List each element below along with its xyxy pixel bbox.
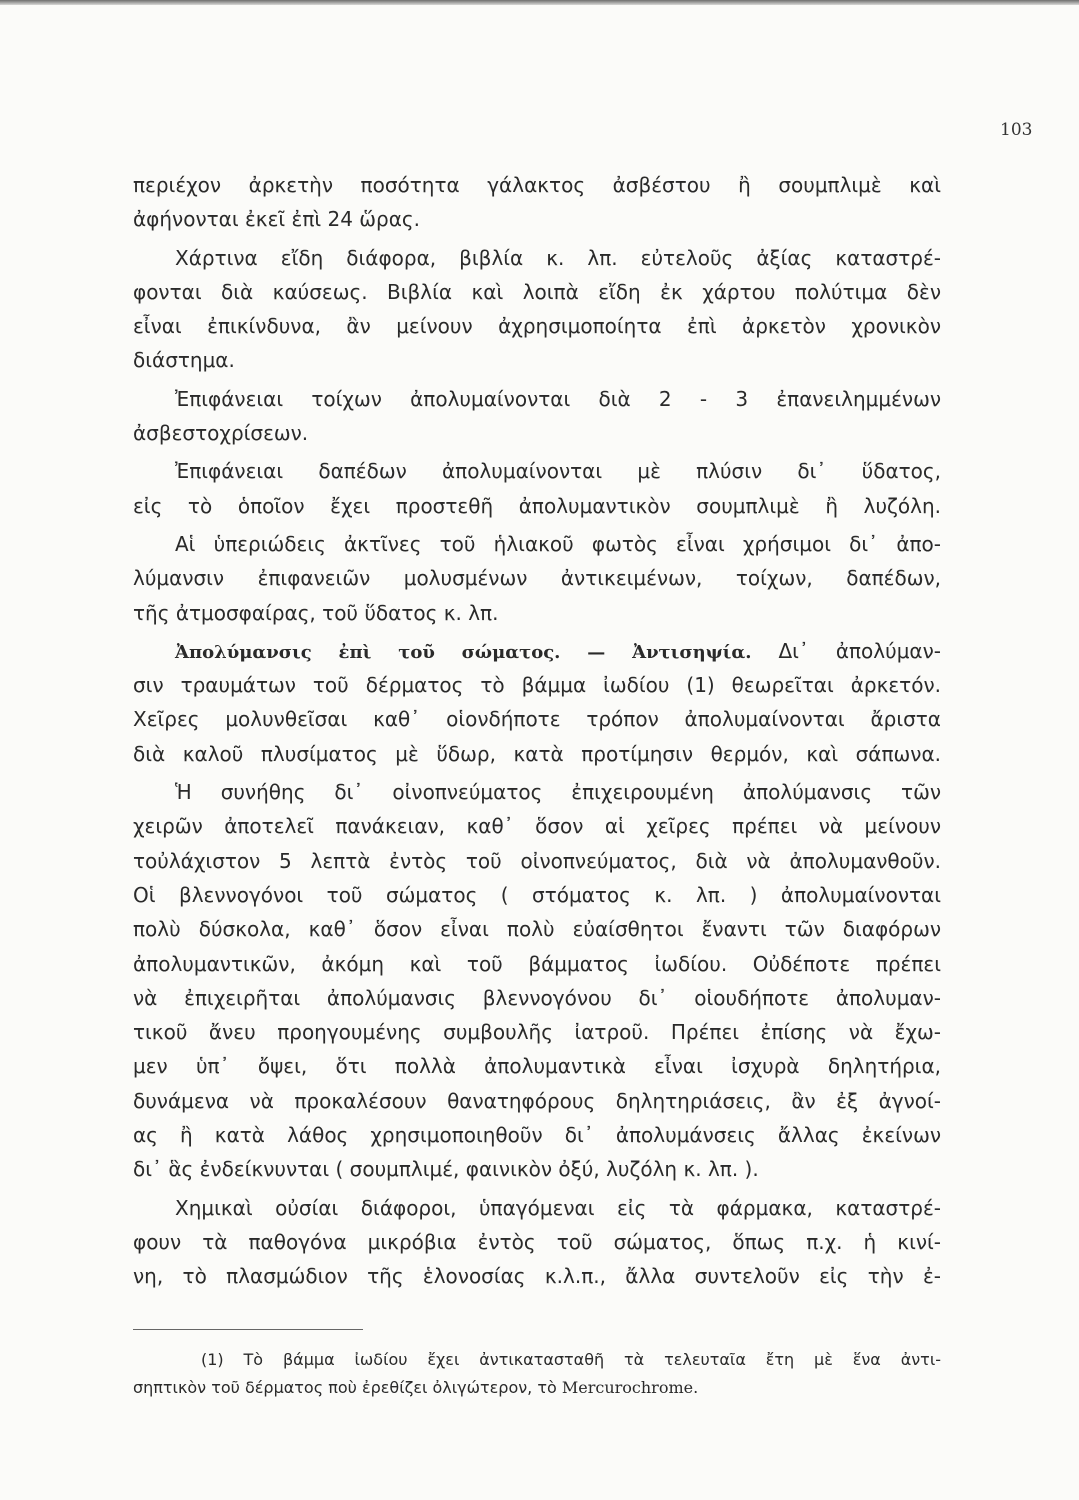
text-line: διάστημα. — [133, 348, 235, 373]
text-line: λύμανσιν ἐπιφανειῶν μολυσμένων ἀντικειμένων, τοίχων, δαπέδων, — [133, 566, 941, 591]
text-span: Δι᾿ ἀπολύμαν- — [778, 638, 941, 663]
text-line: δι᾿ ἃς ἐνδείκνυνται ( σουμπλιμέ, φαινικὸν ὀξύ, λυζόλη κ. λπ. ). — [133, 1157, 759, 1182]
text-line: Χάρτινα εἴδη διάφορα, βιβλία κ. λπ. εὐτελοῦς ἀξίας καταστρέ- — [175, 245, 941, 270]
text-line: ἀσβεστοχρίσεων. — [133, 421, 309, 446]
footnote-line: (1) Τὸ βάμμα ἰωδίου ἔχει ἀντικατασταθῆ τὰ τελευταῖα ἔτη μὲ ἕνα ἀντι- — [201, 1350, 941, 1369]
text-line: Ἐπιφάνειαι δαπέδων ἀπολυμαίνονται μὲ πλύσιν δι᾿ ὕδατος, — [175, 459, 941, 484]
text-line: φουν τὰ παθογόνα μικρόβια ἐντὸς τοῦ σώματος, ὅπως π.χ. ἡ κινί- — [133, 1229, 941, 1254]
text-line: Χημικαὶ οὐσίαι διάφοροι, ὑπαγόμεναι εἰς τὰ φάρμακα, καταστρέ- — [175, 1195, 941, 1220]
footnote-latin-term: Mercurochrome. — [561, 1378, 699, 1397]
text-line: Χεῖρες μολυνθεῖσαι καθ᾿ οἱονδήποτε τρόπον ἀπολυμαίνονται ἄριστα — [133, 707, 941, 732]
text-line: εἶναι ἐπικίνδυνα, ἂν μείνουν ἀχρησιμοποίητα ἐπὶ ἀρκετὸν χρονικὸν — [133, 314, 941, 339]
text-line: μεν ὑπ᾿ ὄψει, ὅτι πολλὰ ἀπολυμαντικὰ εἶναι ἰσχυρὰ δηλητήρια, — [133, 1054, 941, 1079]
text-line: νὰ ἐπιχειρῆται ἀπολύμανσις βλεννογόνου δι᾿ οἱουδήποτε ἀπολυμαν- — [133, 985, 941, 1010]
footnote-line — [133, 1374, 941, 1402]
text-line: φονται διὰ καύσεως. Βιβλία καὶ λοιπὰ εἴδη ἐκ χάρτου πολύτιμα δὲν — [133, 279, 941, 304]
text-line: εἰς τὸ ὁποῖον ἔχει προστεθῆ ἀπολυμαντικὸν σουμπλιμὲ ἢ λυζόλη. — [133, 493, 941, 518]
text-line: διὰ καλοῦ πλυσίματος μὲ ὕδωρ, κατὰ προτίμησιν θερμόν, καὶ σάπωνα. — [133, 741, 941, 766]
text-line: ἀπολυμαντικῶν, ἀκόμη καὶ τοῦ βάμματος ἰωδίου. Οὐδέποτε πρέπει — [133, 951, 941, 976]
text-line: Αἱ ὑπεριώδεις ἀκτῖνες τοῦ ἡλιακοῦ φωτὸς εἶναι χρήσιμοι δι᾿ ἀπο- — [175, 531, 941, 556]
text-line: Ἡ συνήθης δι᾿ οἰνοπνεύματος ἐπιχειρουμένη ἀπολύμανσις τῶν — [175, 780, 941, 805]
text-line: δυνάμενα νὰ προκαλέσουν θανατηφόρους δηλητηριάσεις, ἂν ἐξ ἀγνοί- — [133, 1088, 941, 1113]
footnote-divider — [133, 1329, 363, 1330]
scan-top-edge — [0, 0, 1079, 5]
text-line: χειρῶν ἀποτελεῖ πανάκειαν, καθ᾿ ὅσον αἱ χεῖρες πρέπει νὰ μείνουν — [133, 814, 941, 839]
text-line: Οἱ βλεννογόνοι τοῦ σώματος ( στόματος κ. λπ. ) ἀπολυμαίνονται — [133, 882, 941, 907]
text-line: τικοῦ ἄνευ προηγουμένης συμβουλῆς ἰατροῦ. Πρέπει ἐπίσης νὰ ἔχω- — [133, 1020, 941, 1045]
text-line: ἀφήνονται ἐκεῖ ἐπὶ 24 ὥρας. — [133, 207, 421, 232]
text-line: νη, τὸ πλασμώδιον τῆς ἑλονοσίας κ.λ.π., ἄλλα συντελοῦν εἰς τὴν ἐ- — [133, 1264, 941, 1289]
section-heading: Ἀπολύμανσις ἐπὶ τοῦ σώματος. — Ἀντισηψία. — [175, 641, 752, 663]
section-heading-line — [133, 634, 941, 668]
footnote-text: σηπτικὸν τοῦ δέρματος ποὺ ἐρεθίζει ὀλιγώτερον, τὸ — [133, 1378, 557, 1397]
text-line: περιέχον ἀρκετὴν ποσότητα γάλακτος ἀσβέστου ἢ σουμπλιμὲ καὶ — [133, 173, 941, 197]
text-line: ας ἢ κατὰ λάθος χρησιμοποιηθοῦν δι᾿ ἀπολυμάνσεις ἄλλας ἐκείνων — [133, 1123, 941, 1148]
page-number: 103 — [1000, 120, 1033, 140]
text-line: τῆς ἀτμοσφαίρας, τοῦ ὕδατος κ. λπ. — [133, 600, 499, 625]
text-line: τοὐλάχιστον 5 λεπτὰ ἐντὸς τοῦ οἰνοπνεύματος, διὰ νὰ ἀπολυμανθοῦν. — [133, 848, 941, 873]
text-line: Ἐπιφάνειαι τοίχων ἀπολυμαίνονται διὰ 2 - 3 ἐπανειλημμένων — [175, 386, 941, 411]
text-line: πολὺ δύσκολα, καθ᾿ ὅσον εἶναι πολὺ εὐαίσθητοι ἔναντι τῶν διαφόρων — [133, 917, 941, 942]
text-line: σιν τραυμάτων τοῦ δέρματος τὸ βάμμα ἰωδίου (1) θεωρεῖται ἀρκετόν. — [133, 673, 941, 698]
body-text — [133, 168, 941, 1294]
footnote — [133, 1346, 941, 1402]
